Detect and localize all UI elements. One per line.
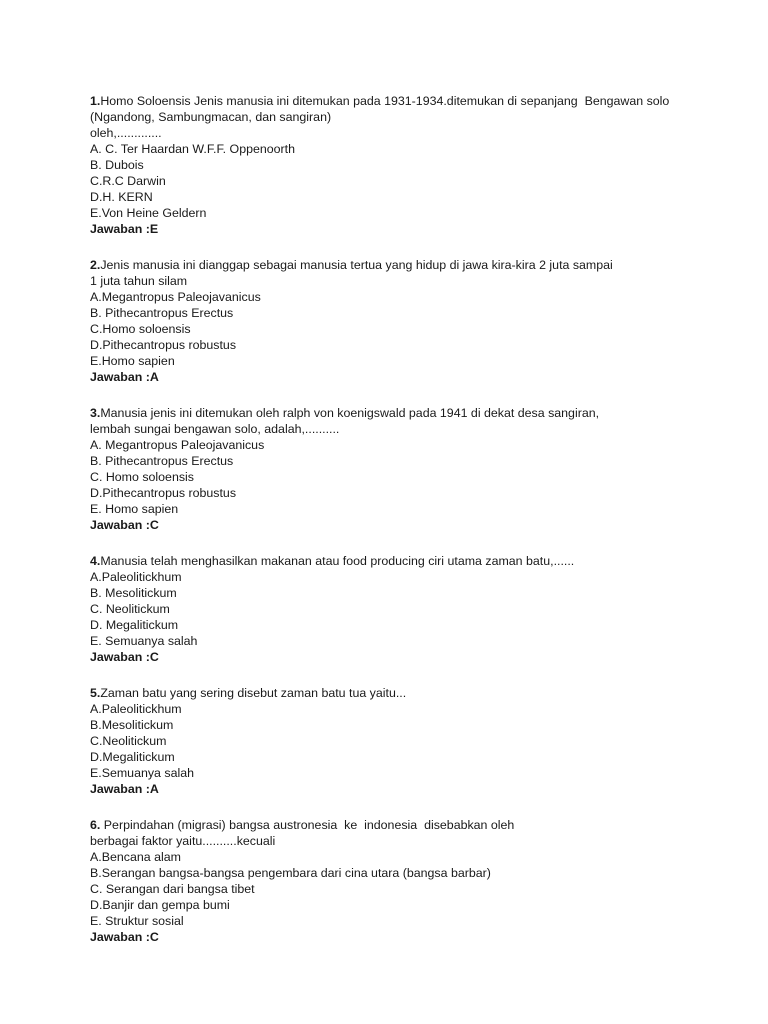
option-b: B. Pithecantropus Erectus (90, 454, 234, 468)
question-stem-line: (Ngandong, Sambungmacan, dan sangiran) (90, 110, 332, 124)
question-3 (90, 405, 730, 533)
option-b: B.Serangan bangsa-bangsa pengembara dari cina utara (bangsa barbar) (90, 866, 491, 880)
question-number: 3. (90, 406, 101, 420)
question-stem-line (90, 553, 730, 569)
option-e: E.Semuanya salah (90, 766, 195, 780)
document-page (90, 93, 730, 965)
option-e: E. Homo sapien (90, 502, 179, 516)
question-text: Zaman batu yang sering disebut zaman batu tua yaitu... (100, 686, 407, 700)
question-number: 2. (90, 258, 101, 272)
option-d: D.Pithecantropus robustus (90, 486, 237, 500)
question-text: Homo Soloensis Jenis manusia ini ditemukan pada 1931-1934.ditemukan di sepanjang Bengawan solo (100, 94, 670, 108)
option-a: A.Paleolitickhum (90, 570, 182, 584)
question-text: Manusia telah menghasilkan makanan atau food producing ciri utama zaman batu,...... (100, 554, 575, 568)
question-1 (90, 93, 730, 237)
answer-key: Jawaban :A (90, 370, 159, 384)
answer-key: Jawaban :C (90, 518, 159, 532)
option-c: C. Serangan dari bangsa tibet (90, 882, 255, 896)
option-a: A.Megantropus Paleojavanicus (90, 290, 261, 304)
question-2 (90, 257, 730, 385)
option-a: A. C. Ter Haardan W.F.F. Oppenoorth (90, 142, 295, 156)
answer-key: Jawaban :C (90, 930, 159, 944)
answer-key: Jawaban :C (90, 650, 159, 664)
question-number: 6. (90, 818, 101, 832)
question-4 (90, 553, 730, 665)
question-stem-line (90, 93, 730, 109)
option-b: B. Dubois (90, 158, 144, 172)
question-stem-line (90, 405, 730, 421)
question-stem-line (90, 685, 730, 701)
option-d: D.H. KERN (90, 190, 153, 204)
option-a: A. Megantropus Paleojavanicus (90, 438, 265, 452)
option-c: C.R.C Darwin (90, 174, 166, 188)
option-c: C.Homo soloensis (90, 322, 191, 336)
option-e: E. Struktur sosial (90, 914, 184, 928)
question-text: Jenis manusia ini dianggap sebagai manusia tertua yang hidup di jawa kira-kira 2 juta sampai (100, 258, 613, 272)
option-a: A.Bencana alam (90, 850, 181, 864)
option-d: D.Megalitickum (90, 750, 175, 764)
option-a: A.Paleolitickhum (90, 702, 182, 716)
question-stem-line: 1 juta tahun silam (90, 274, 188, 288)
option-b: B.Mesolitickum (90, 718, 174, 732)
option-b: B. Pithecantropus Erectus (90, 306, 234, 320)
option-e: E.Von Heine Geldern (90, 206, 207, 220)
option-b: B. Mesolitickum (90, 586, 177, 600)
question-5 (90, 685, 730, 797)
answer-key: Jawaban :A (90, 782, 159, 796)
question-6 (90, 817, 730, 945)
question-text: Perpindahan (migrasi) bangsa austronesia ke indonesia disebabkan oleh (100, 818, 515, 832)
question-stem-line: berbagai faktor yaitu..........kecuali (90, 834, 276, 848)
option-e: E.Homo sapien (90, 354, 175, 368)
question-number: 1. (90, 94, 101, 108)
option-c: C.Neolitickum (90, 734, 167, 748)
option-d: D.Pithecantropus robustus (90, 338, 237, 352)
option-c: C. Homo soloensis (90, 470, 194, 484)
question-stem-line (90, 817, 730, 833)
question-stem-line (90, 257, 730, 273)
question-stem-line: oleh,............. (90, 126, 162, 140)
question-number: 5. (90, 686, 101, 700)
option-e: E. Semuanya salah (90, 634, 198, 648)
option-c: C. Neolitickum (90, 602, 170, 616)
answer-key: Jawaban :E (90, 222, 159, 236)
option-d: D.Banjir dan gempa bumi (90, 898, 230, 912)
option-d: D. Megalitickum (90, 618, 179, 632)
question-text: Manusia jenis ini ditemukan oleh ralph von koenigswald pada 1941 di dekat desa sangiran, (100, 406, 600, 420)
question-stem-line: lembah sungai bengawan solo, adalah,.......... (90, 422, 340, 436)
question-number: 4. (90, 554, 101, 568)
